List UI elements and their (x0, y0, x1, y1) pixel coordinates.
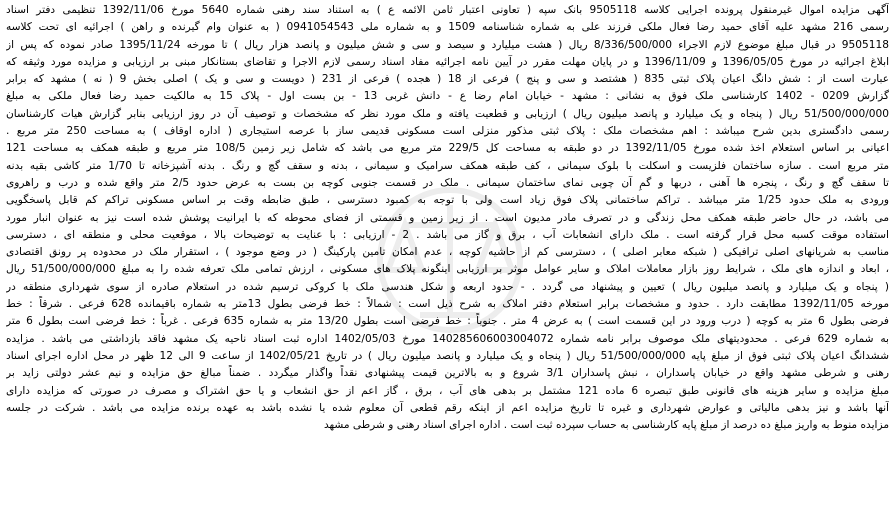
notice-line-22: رهنی و شرطی مشهد واقع در خیابان پاسداران ، نبش پاسداران 3/1 شروع و به بالاترین قیمت پیشنهادی نقداً واگذار میگردد . ضمناً مبالغ حق مزایده و نیم عشر دولتی زاید بر (6, 367, 889, 380)
notice-line-7: 51/500/000/000 ریال ( پنجاه و یک میلیارد و پانصد میلیون ریال ) ارزیابی و قطعیت یافته و ملک مورد نظر که مشخصات و توصیف آن در روز ارزیابی بنابر گزارش هیات کارشناسان (6, 107, 889, 120)
notice-line-24: آنها باشد و نیز بدهی مالیاتی و عوارض شهرداری و غیره تا تاریخ مزایده اعم از اینکه رقم قطعی آن معلوم شده یا نشده باشد به عهده برنده مزایده می باشد . شرکت در جلسه (6, 401, 889, 414)
notice-line-11: تا سقف گچ و رنگ ، پنجره ها آهنی ، دربها و گمِ آن چوبی نمای ساختمان سیمانی . ملک در قسمت جنوبی کوچه بن بست به عرض حدود 2/5 متر واقع شده و درب و راهروی (6, 176, 889, 189)
notice-line-6: گزارش 0209 - 1402 کارشناسی ملک فوق به نشانی : مشهد - خیابان امام رضا ع - دانش غربی 13 - بن بست اول - پلاک 15 به مالکیت حمید رضا فعال ملکی به مبلغ (6, 90, 889, 103)
notice-line-13: می باشد، در حال حاضر طبقه همکف محل زندگی و در تصرف مادر مدیون است . از زیر زمین و قسمتی از فضای محوطه که با ایرانیت پوشش شده است نیز به عنوان انبار مورد (6, 211, 889, 224)
notice-line-12: ورودی به ملک حدود 1/25 متر میباشد . تراکم ساختمانی پلاک فوق زیاد است ولی با توجه به کمبود دسترسی ، طبق ضابطه وقت بر اساس مسکونی تراکم کم قابل پاسخگویی (6, 194, 889, 207)
notice-line-21: ششدانگ اعیان پلاک ثبتی فوق از مبلغ پایه 51/500/000/000 ریال ( پنجاه و یک میلیارد و پانصد میلیون ریال ) در تاریخ 1402/05/21 از ساعت 9 الی 12 ظهر در محل اداره اجرای اسناد (6, 349, 889, 362)
notice-line-18: مورخه 1392/11/05 مطابقت دارد . حدود و مشخصات برابر استعلام دفتر املاک به شرح ذیل است : شمالاً : خط فرضی بطول 13متر به شماره باقیمانده 628 فرعی . شرقاً : خط (6, 298, 889, 311)
notice-line-2: رسمی 216 مشهد علیه آقای حمید رضا فعال ملکی فرزند علی به شماره شناسنامه 1509 و به شماره ملی 0941054543 ( به عنوان وام گیرنده و راهن ) اجرائیه ای تحت کلاسه (6, 21, 889, 34)
notice-line-19: فرضی بطول 6 متر به کوچه ( درب ورود در این قسمت است ) به عرض 4 متر . جنوباً : خط فرضی است بطول 13/20 متر به شماره 635 فرعی . غرباً : خط فرضی است بطول 6 متر (6, 315, 889, 328)
notice-line-14: استفاده موقت کسبه محل قرار گرفته است . ملک دارای انشعابات آب ، برق و گاز می باشد . 2 - ارزیابی : با عنایت به توضیحات بالا ، موقعیت محلی و منطقه ای ، دسترسی (6, 228, 889, 241)
notice-line-9: اعیانی بر اساس استعلام اخذ شده مورخ 1392/11/05 در دو طبقه به مساحت کل 229/5 متر مربع می باشد که شامل زیر زمین 108/5 متر مربع و طبقه همکف به مساحت 121 (6, 142, 889, 155)
notice-line-5: عبارت است از : شش دانگ اعیان پلاک ثبتی 835 ( هشتصد و سی و پنج ) فرعی از 18 ( هجده ) فرعی از 231 ( دویست و سی و یک ) اصلی بخش 9 ( نه ) مشهد که برابر (6, 73, 889, 86)
notice-line-17: ( پنجاه و یک میلیارد و پانصد میلیون ریال ) تعیین و پیشنهاد می گردد . - حدود اربعه و شکل هندسی ملک با کروکی ترسیم شده در استعلام صادره از سوی شهرداری منطقه در (6, 280, 889, 293)
notice-line-8: رسمی دادگستری بدین شرح میباشد : اهم مشخصات ملک : پلاک ثبتی مذکور منزلی است مسکونی قدیمی ساز با عرصه استیجاری ( اداره اوقاف ) به مساحت 250 متر مربع . (6, 125, 889, 138)
notice-line-20: به شماره 629 فرعی . محدودیتهای ملک موصوف برابر نامه شماره 140285606003004072 مورخ 1402/05/03 اداره ثبت اسناد ناحیه یک مشهد فاقد بازداشتی می باشد . مزایده (6, 332, 889, 345)
notice-line-3: 9505118 در قبال مبلغ موضوع لازم الاجراء 8/336/500/000 ریال ( هشت میلیارد و سیصد و سی و شش میلیون و پانصد هزار ریال ) تا مورخه 1395/11/24 صادر نموده که پس از (6, 38, 889, 51)
notice-line-15: مناسب به شریانهای اصلی ترافیکی ( شبکه معابر اصلی ) ، دسترسی کم از حاشیه کوچه ، عدم امکان تامین پارکینگ ( در وضع موجود ) ، استقرار ملک در محدوده پر رونق اقتصادی (6, 246, 889, 259)
notice-line-4: ابلاغ اجرائیه در مورخ 1396/05/05 و 1396/11/09 و در پایان مهلت مقرر در آیین نامه اجرائیه مفاد اسناد رسمی لازم الاجرا و تقاضای بستانکار مبنی بر ارزیابی و مزایده مورد وثیقه که (6, 55, 889, 68)
notice-body (6, 2, 889, 434)
notice-line-23: مبلغ مزایده و سایر هزینه های قانونی طبق تبصره 6 ماده 121 مشتمل بر بدهی های آب ، برق ، گاز اعم از حق انشعاب و یا حق اشتراک و مصرف در صورتی که مزایده دارای (6, 384, 889, 397)
notice-line-16: ، ابعاد و اندازه های ملک ، شرایط روز بازار معاملات املاک و سایر عوامل موثر بر ارزیابی اینگونه پلاک های مسکونی ، ارزش تمامی ملک تعرفه شده را به مبلغ 51/500/000/000 ریال (6, 263, 889, 276)
notice-line-10: متر مربع است . سازه ساختمان فلزیست و اسکلت با بلوک سیمانی ، کف طبقه همکف سرامیک و سیمانی ، بدنه و سقف گچ و رنگ . بدنه آشپزخانه تا 1/70 متر کاشی بقیه بدنه (6, 159, 889, 172)
notice-line-25: مزایده منوط به واریز مبلغ ده درصد از مبلغ پایه کارشناسی به حساب سپرده ثبت است . اداره اجرای اسناد رهنی و شرطی مشهد (323, 419, 889, 432)
notice-line-1: آگهی مزایده اموال غیرمنقول پرونده اجرایی کلاسه 9505118 بانک سپه ( تعاونی اعتبار ثامن الائمه ع ) به استناد سند رهنی شماره 5640 مورخ 1392/11/06 تنظیمی دفتر اسناد (6, 4, 889, 16)
